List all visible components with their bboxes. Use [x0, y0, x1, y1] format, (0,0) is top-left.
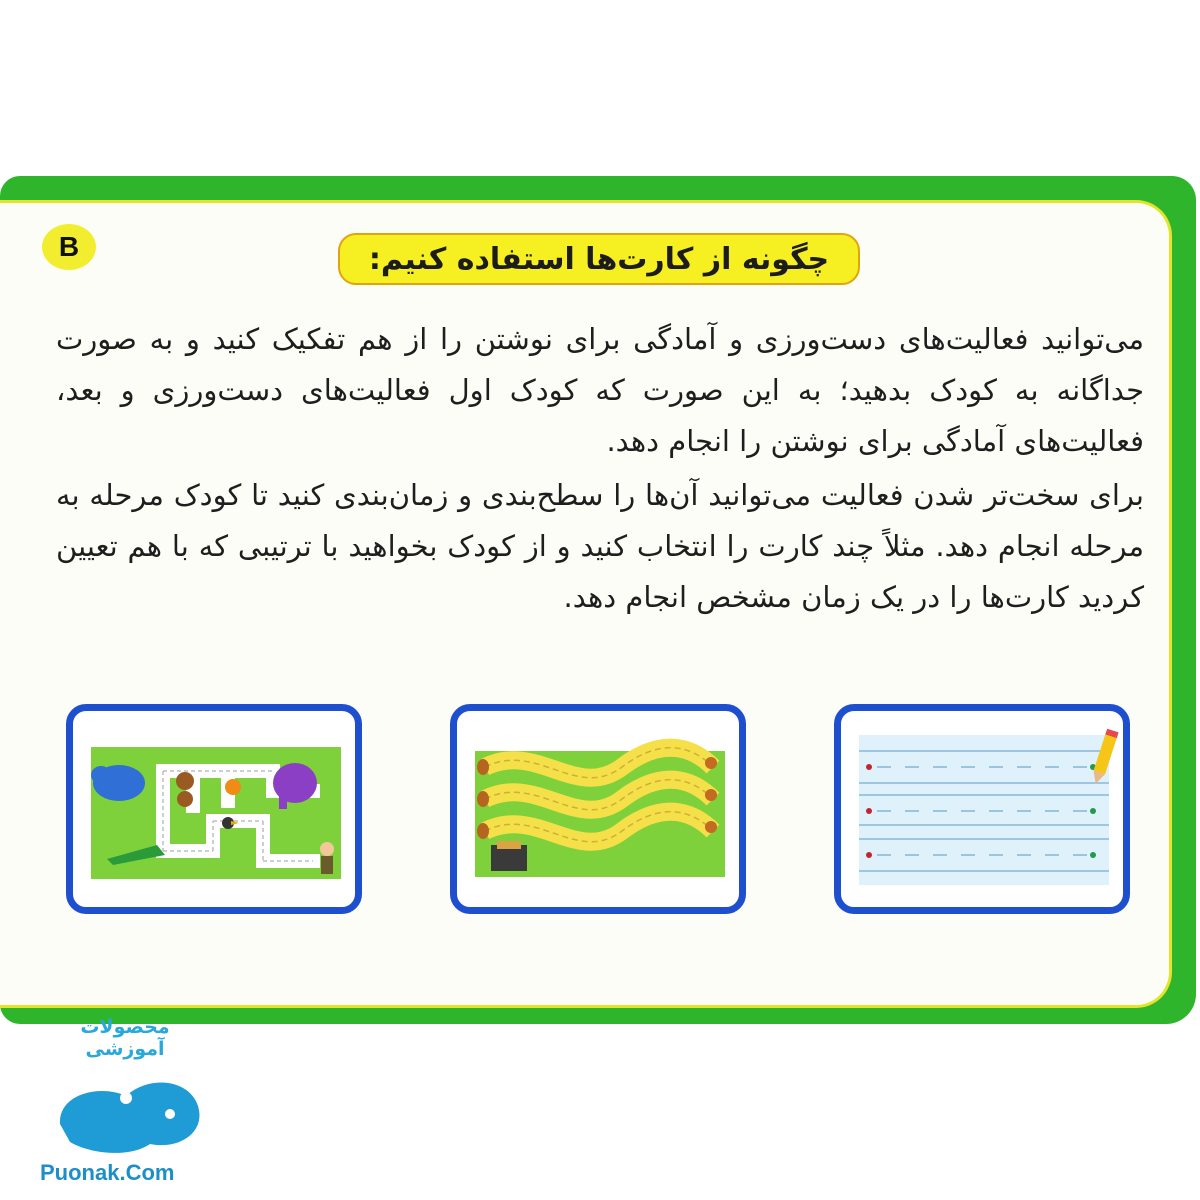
card-badge: B: [42, 224, 96, 270]
puonak-logo-icon: [30, 1014, 230, 1184]
wavy-path-card: [450, 704, 746, 914]
card-title: چگونه از کارت‌ها استفاده کنیم:: [338, 233, 860, 285]
explorer-icon: [320, 842, 334, 874]
paragraph-instructions-1: می‌توانید فعالیت‌های دست‌ورزی و آمادگی برای نوشتن را از هم تفکیک کنید و به صورت جداگانه به کودک بدهید؛ به این صورت که کودک اول فعالیت‌های دست‌ورزی و بعد، فعالیت‌های آمادگی برای نوشتن را انجام دهد.: [56, 322, 1144, 458]
watermark-caption: محصولات آموزشی: [80, 1016, 170, 1060]
basket-icon: [491, 841, 527, 871]
acorn-icon: [477, 759, 489, 839]
tracing-lines-card: [834, 704, 1130, 914]
watermark-site: Puonak.Com: [40, 1160, 175, 1185]
paragraph-instructions-2: برای سخت‌تر شدن فعالیت می‌توانید آن‌ها را سطح‌بندی و زمان‌بندی کنید تا کودک مرحله به مرحله انجام دهد. مثلاً چند کارت را انتخاب کنید و از کودک بخواهید با ترتیبی که با هم تعیین کردید کارت‌ها را در یک زمان مشخص انجام دهد.: [56, 478, 1144, 614]
maze-card: [66, 704, 362, 914]
